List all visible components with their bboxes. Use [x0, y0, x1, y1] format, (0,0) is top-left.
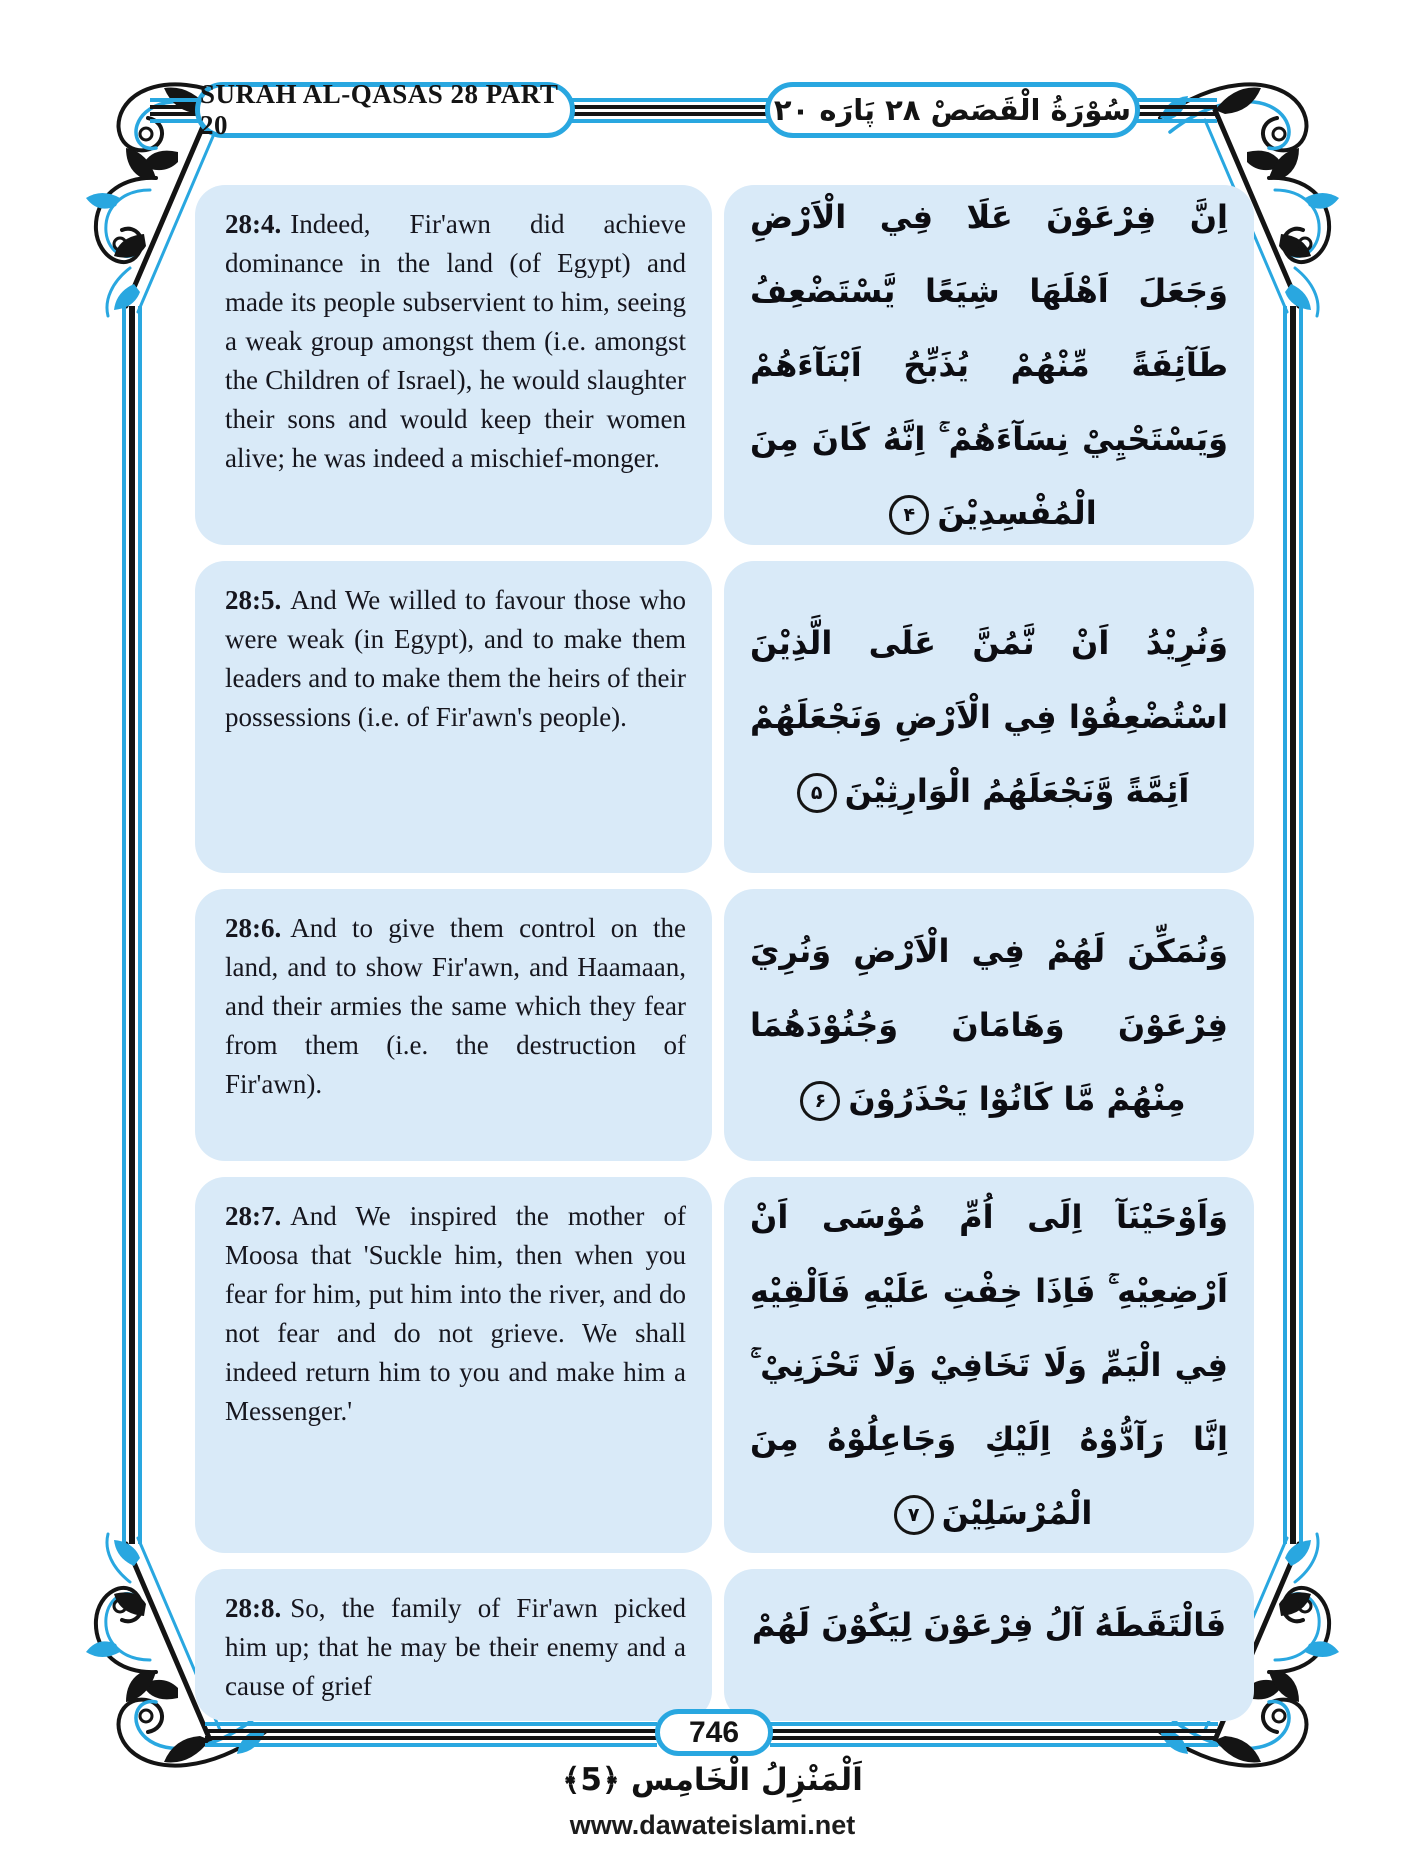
verse-grid — [195, 185, 1254, 1721]
surah-title-english: SURAH AL-QASAS 28 PART 20 — [200, 79, 558, 140]
verse-ref: 28:7. — [225, 1201, 282, 1231]
verse-28-6-translation — [195, 889, 712, 1161]
verse-translation-text: So, the family of Fir'awn picked him up; that he may be their enemy and a cause of grief — [225, 1593, 686, 1701]
frame-border-right — [1283, 306, 1303, 1544]
verse-28-6-arabic — [724, 889, 1254, 1161]
header-title-pill-arabic — [765, 82, 1140, 138]
verse-28-8-translation — [195, 1569, 712, 1721]
verse-28-5-arabic — [724, 561, 1254, 873]
website-link[interactable]: www.dawateislami.net — [569, 1810, 856, 1840]
verse-translation-text: And to give them control on the land, and to show Fir'awn, and Haamaan, and their armies the same which they fear from them (i.e. the destruction of Fir'awn). — [225, 913, 686, 1099]
footer-rule-right — [770, 1722, 1218, 1747]
ayah-number-badge: ۶ — [800, 1081, 840, 1121]
surah-title-arabic: سُوْرَةُ الْقَصَصْ ۲۸ پَارَه ۲۰ — [773, 93, 1132, 127]
verse-ref: 28:4. — [225, 209, 282, 239]
verse-28-5-translation — [195, 561, 712, 873]
verse-translation-text: And We willed to favour those who were weak (in Egypt), and to make them leaders and to make them the heirs of their possessions (i.e. of Fir'awn's people). — [225, 585, 686, 732]
verse-28-4-translation — [195, 185, 712, 545]
verse-arabic-text: اِنَّ فِرْعَوْنَ عَلَا فِي الْاَرْضِ وَجَعَلَ اَهْلَهَا شِيَعًا يَّسْتَضْعِفُ طَآئِفَةً مِّنْهُمْ يُذَبِّحُ اَبْنَآءَهُمْ وَيَسْتَحْيِيْ نِسَآءَهُمْ ۚ اِنَّهُ كَانَ مِنَ الْمُفْسِدِيْنَ — [750, 198, 1228, 532]
manzil-label-arabic: اَلْمَنْزِلُ الْخَامِس ﴿5﴾ — [562, 1762, 863, 1798]
verse-arabic-text: وَاَوْحَيْنَآ اِلَى اُمِّ مُوْسَى اَنْ اَرْضِعِيْهِ ۚ فَاِذَا خِفْتِ عَلَيْهِ فَاَلْقِيْهِ فِي الْيَمِّ وَلَا تَخَافِيْ وَلَا تَحْزَنِيْ ۚ اِنَّا رَآدُّوْهُ اِلَيْكِ وَجَاعِلُوْهُ مِنَ الْمُرْسَلِيْنَ — [750, 1198, 1229, 1532]
verse-arabic-text: فَالْتَقَطَهُ آلُ فِرْعَوْنَ لِيَكُوْنَ لَهُمْ — [751, 1606, 1227, 1644]
verse-ref: 28:5. — [225, 585, 282, 615]
verse-ref: 28:6. — [225, 913, 282, 943]
verse-28-7-arabic — [724, 1177, 1254, 1553]
ayah-number-badge: ۷ — [894, 1495, 934, 1535]
verse-arabic-text: وَنُرِيْدُ اَنْ نَّمُنَّ عَلَى الَّذِيْنَ اسْتُضْعِفُوْا فِي الْاَرْضِ وَنَجْعَلَهُمْ اَئِمَّةً وَّنَجْعَلَهُمُ الْوَارِثِيْنَ — [750, 624, 1228, 810]
header-rule-right — [1135, 98, 1217, 123]
footer-rule-left — [205, 1722, 657, 1747]
verse-translation-text: And We inspired the mother of Moosa that 'Suckle him, then when you fear for him, put him into the river, and do not fear and do not grieve. We shall indeed return him to you and make him a Messenger.' — [225, 1201, 686, 1426]
ayah-number-badge: ۴ — [889, 495, 929, 535]
verse-28-8-arabic — [724, 1569, 1254, 1721]
verse-ref: 28:8. — [225, 1593, 282, 1623]
verse-arabic-text: وَنُمَكِّنَ لَهُمْ فِي الْاَرْضِ وَنُرِيَ فِرْعَوْنَ وَهَامَانَ وَجُنُوْدَهُمَا مِنْهُمْ مَّا كَانُوْا يَحْذَرُوْنَ — [750, 932, 1228, 1118]
page-number: 746 — [688, 1715, 740, 1749]
verse-28-7-translation — [195, 1177, 712, 1553]
ayah-number-badge: ۵ — [797, 773, 837, 813]
header-title-pill-english — [195, 79, 575, 140]
verse-translation-text: Indeed, Fir'awn did achieve dominance in the land (of Egypt) and made its people subservient to him, seeing a weak group amongst them (i.e. amongst the Children of Israel), he would slaughter their sons and would keep their women alive; he was indeed a mischief-monger. — [225, 209, 686, 473]
verse-28-4-arabic — [724, 185, 1254, 545]
frame-border-left — [122, 306, 142, 1544]
page-number-pill — [655, 1709, 773, 1756]
header-rule-center — [570, 98, 770, 123]
